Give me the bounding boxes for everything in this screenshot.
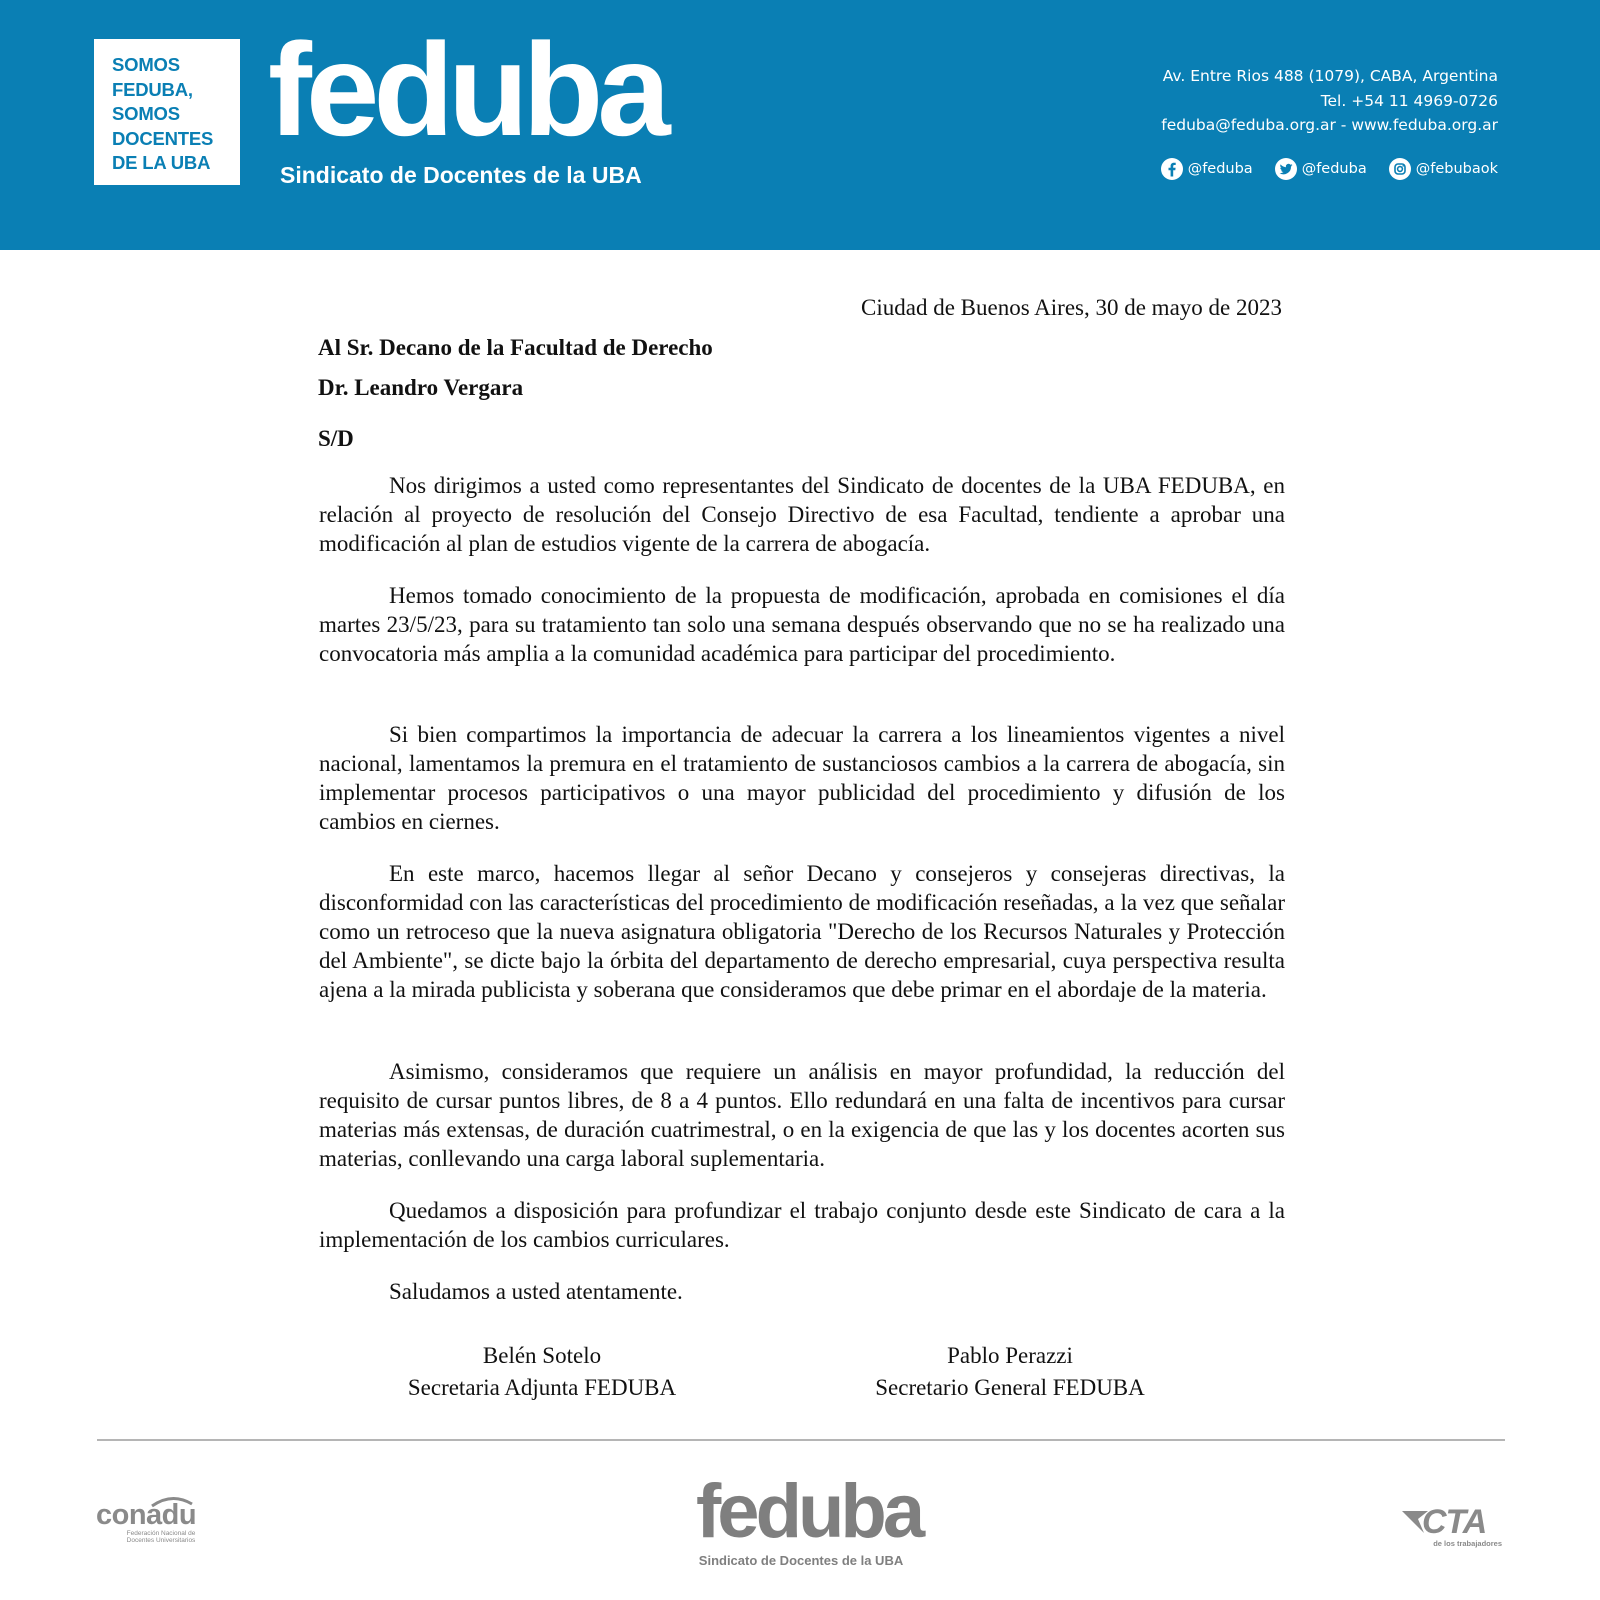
conadu-arc-icon	[150, 1494, 194, 1508]
facebook-handle: @feduba	[1187, 161, 1253, 177]
recipient-line: Al Sr. Decano de la Facultad de Derecho	[318, 335, 713, 360]
twitter-icon	[1275, 158, 1297, 180]
slogan-line: SOMOS	[112, 103, 180, 124]
conadu-name: conadu	[96, 1499, 197, 1531]
signatory-name: Belén Sotelo	[482, 1343, 602, 1368]
salutation: S/D	[318, 426, 354, 451]
footer-brand-logo: feduba	[696, 1469, 922, 1554]
signatory-name: Pablo Perazzi	[947, 1343, 1073, 1368]
brand-logo: feduba	[268, 16, 665, 163]
slogan-line: DE LA UBA	[112, 152, 211, 173]
conadu-logo	[96, 1500, 206, 1544]
body-paragraph: Hemos tomado conocimiento de la propuesta de modificación, aprobada en comisiones el día martes 23/5/23, para su tratamiento tan solo una semana después observando que no se ha realizado una convocatoria más amplia a la comunidad académica para participar del procedimiento.	[319, 583, 1285, 666]
signatory-title: Secretaria Adjunta FEDUBA	[407, 1375, 677, 1400]
footer-brand-subtitle: Sindicato de Docentes de la UBA	[698, 1553, 904, 1568]
twitter-handle: @feduba	[1301, 161, 1367, 177]
phone: Tel. +54 11 4969-0726	[1320, 91, 1498, 110]
cta-logo	[1400, 1505, 1506, 1548]
slogan-box	[94, 39, 240, 185]
email-website[interactable]: feduba@feduba.org.ar - www.feduba.org.ar	[1161, 116, 1498, 134]
body-paragraph: En este marco, hacemos llegar al señor Decano y consejeros y consejeras directivas, la disconformidad con las características del procedimiento de modificación reseñadas, a la vez que señalar como un retroceso que la nueva asignatura obligatoria "Derecho de los Recursos Naturales y Protección del Ambiente", se dicte bajo la órbita del departamento de derecho empresarial, cuya perspectiva resulta ajena a la mirada publicista y soberana que consideramos que debe primar en el abordaje de la materia.	[319, 861, 1285, 1002]
social-links	[1161, 156, 1498, 182]
facebook-icon	[1161, 158, 1183, 180]
body-paragraph: Si bien compartimos la importancia de adecuar la carrera a los lineamientos vigentes a nivel nacional, lamentamos la premura en el tratamiento de sustanciosos cambios a la carrera de abogacía, sin implementar procesos participativos o una mayor publicidad del procedimiento y difusión de los cambios en ciernes.	[319, 722, 1285, 834]
contact-info	[1161, 64, 1498, 138]
signatory-title: Secretario General FEDUBA	[875, 1375, 1145, 1400]
instagram-link[interactable]	[1389, 158, 1498, 180]
brand-subtitle: Sindicato de Docentes de la UBA	[280, 162, 642, 188]
conadu-subtitle: Federación Nacional de Docentes Universitarios	[126, 1530, 196, 1544]
body-paragraph: Nos dirigimos a usted como representantes del Sindicato de docentes de la UBA FEDUBA, en relación al proyecto de resolución del Consejo Directivo de esa Facultad, tendiente a aprobar una modificación al plan de estudios vigente de la carrera de abogacía.	[319, 473, 1285, 556]
closing-line: Saludamos a usted atentamente.	[389, 1279, 683, 1304]
recipient-name: Dr. Leandro Vergara	[318, 375, 524, 400]
cta-swoosh-icon	[1400, 1507, 1430, 1537]
facebook-link[interactable]	[1161, 158, 1253, 180]
signature-block	[392, 1340, 692, 1404]
slogan-line: SOMOS	[112, 54, 180, 75]
address: Av. Entre Rios 488 (1079), CABA, Argentina	[1162, 67, 1498, 85]
instagram-icon	[1389, 158, 1411, 180]
twitter-link[interactable]	[1275, 158, 1367, 180]
body-paragraph: Asimismo, consideramos que requiere un análisis en mayor profundidad, la reducción del requisito de cursar puntos libres, de 8 a 4 puntos. Ello redundará en una falta de incentivos para cursar materias más extensas, de duración cuatrimestral, o en la exigencia de que las y los docentes acorten sus materias, conllevando una carga laboral suplementaria.	[319, 1059, 1285, 1171]
cta-name: CTA	[1422, 1503, 1487, 1541]
footer-divider	[97, 1439, 1505, 1441]
body-paragraph: Quedamos a disposición para profundizar el trabajo conjunto desde este Sindicato de cara a la implementación de los cambios curriculares.	[319, 1198, 1285, 1252]
cta-subtitle: de los trabajadores	[1433, 1539, 1502, 1548]
slogan-line: DOCENTES	[112, 127, 214, 149]
instagram-handle: @febubaok	[1415, 161, 1498, 177]
letter-date: Ciudad de Buenos Aires, 30 de mayo de 2023	[861, 295, 1282, 320]
letterhead-banner	[0, 0, 1600, 250]
signature-block	[860, 1340, 1160, 1404]
slogan-line: FEDUBA,	[112, 78, 193, 100]
